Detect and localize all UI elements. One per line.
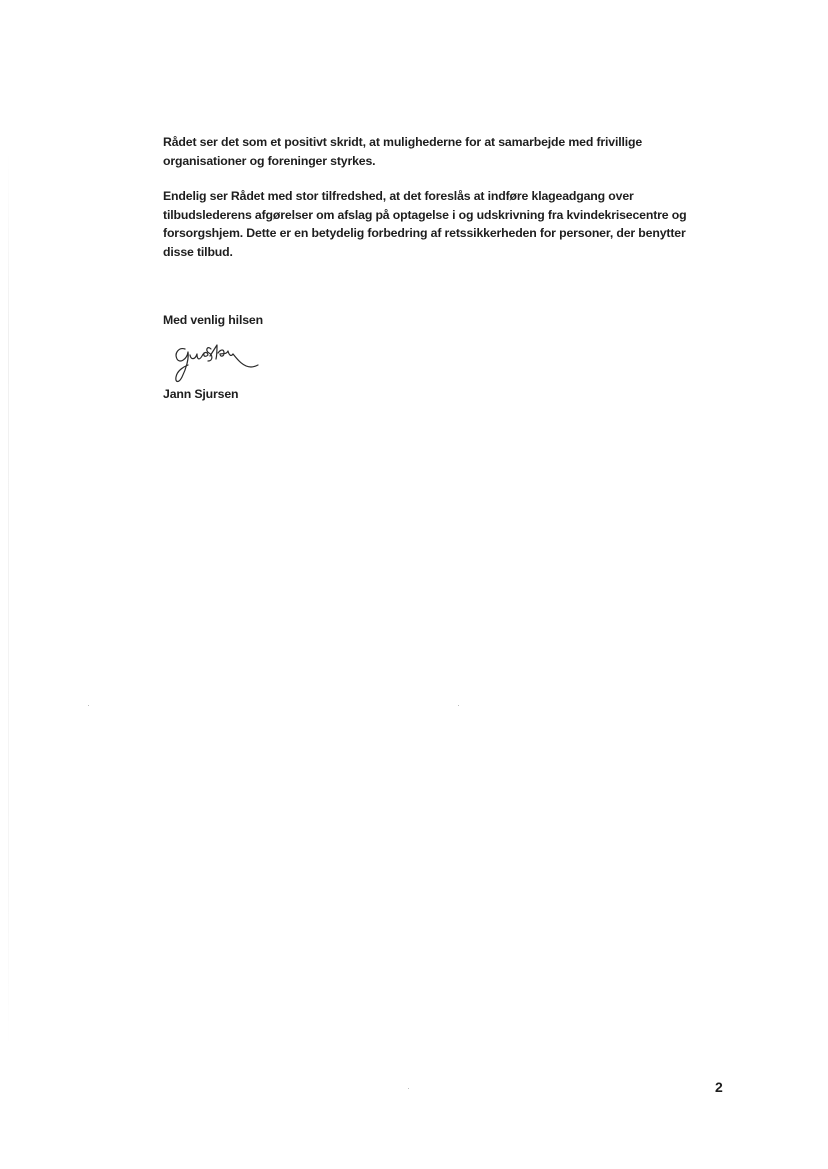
scan-speck xyxy=(458,705,459,706)
paragraph-line: disse tilbud. xyxy=(163,244,233,259)
paragraph-line: Endelig ser Rådet med stor tilfredshed, at det foreslås at indføre klageadgang over xyxy=(163,189,634,203)
closing-salutation: Med venlig hilsen xyxy=(163,313,263,327)
signer-name: Jann Sjursen xyxy=(163,387,239,401)
paragraph-complaint-access xyxy=(163,187,686,261)
paragraph-line: forsorgshjem. Dette er en betydelig forbedring af retssikkerheden for personer, der benytter xyxy=(163,226,686,240)
paragraph-line: Rådet ser det som et positivt skridt, at mulighederne for at samarbejde med frivillige xyxy=(163,135,643,149)
paragraph-cooperation xyxy=(163,133,642,170)
scan-speck xyxy=(88,705,89,706)
handwritten-signature xyxy=(171,337,261,387)
paragraph-line: organisationer og foreninger styrkes. xyxy=(163,153,376,168)
paragraph-line: tilbudslederens afgørelser om afslag på optagelse i og udskrivning fra kvindekrisecentre og xyxy=(163,207,687,222)
scan-edge-shadow xyxy=(8,150,9,1050)
page-number: 2 xyxy=(715,1079,723,1095)
scan-speck xyxy=(408,1088,409,1089)
